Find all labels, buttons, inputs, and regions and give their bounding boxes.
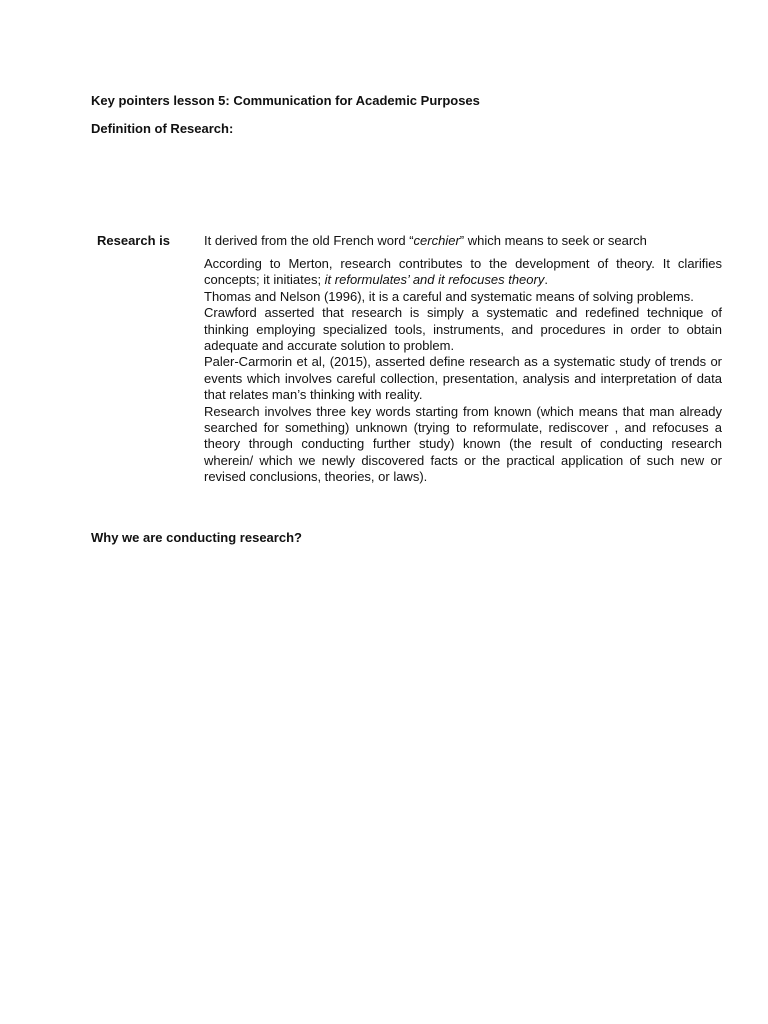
definition-crawford: Crawford asserted that research is simply a systematic and redefined technique of thinking employing specialized tools, instruments, and procedures in order to obtain adequate and accurate solution to problem. (204, 305, 722, 354)
section-heading-question: Why we are conducting research? (91, 530, 302, 545)
definition-label: Research is (97, 233, 170, 248)
section-heading-definition: Definition of Research: (91, 121, 234, 136)
origin-text-after: ” which means to seek or search (459, 233, 647, 248)
definition-paler-carmorin: Paler-Carmorin et al, (2015), asserted define research as a systematic study of trends or events which involves careful collection, presentation, analysis and interpretation of data that relates man’s thinking with reality. (204, 354, 722, 403)
definition-thomas-nelson: Thomas and Nelson (1996), it is a careful and systematic means of solving problems. (204, 288, 694, 304)
origin-word: cerchier (413, 233, 460, 248)
definition-key-words: Research involves three key words starting from known (which means that man already searched for something) unknown (trying to reformulate, rediscover , and refocuses a theory through conducting further study) known (the result of conducting research wherein/ which we newly discovered facts or the practical application of such new or revised conclusions, theories, or laws). (204, 403, 722, 485)
origin-text-before: It derived from the old French word “ (204, 233, 414, 248)
definition-merton (204, 256, 722, 289)
merton-text: According to Merton, research contributes to the development of theory. It clarifies concepts; it initiates; (204, 256, 722, 288)
definition-body (204, 256, 722, 486)
definition-origin (204, 233, 722, 249)
merton-end: . (544, 272, 548, 288)
page-title: Key pointers lesson 5: Communication for Academic Purposes (91, 93, 480, 108)
merton-emphasis: it reformulates’ and it refocuses theory (324, 272, 545, 288)
